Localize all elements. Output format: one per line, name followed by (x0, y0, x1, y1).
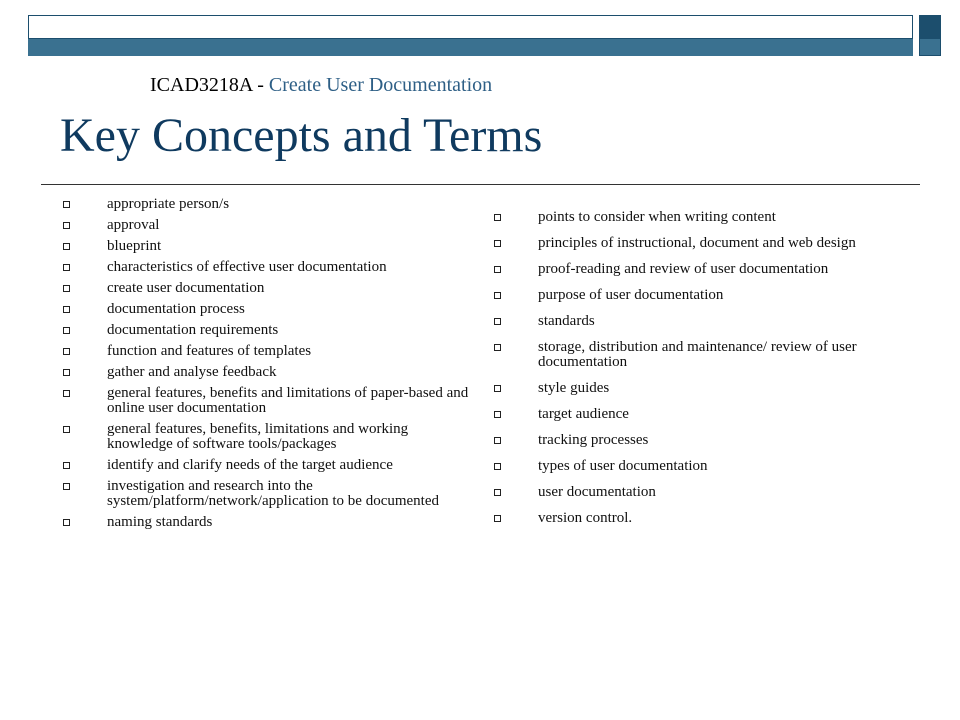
list-item-text: create user documentation (107, 280, 265, 296)
list-item-text: points to consider when writing content (538, 209, 776, 225)
list-item-text: tracking processes (538, 432, 649, 448)
list-item-text: standards (538, 313, 595, 329)
square-bullet-icon (494, 437, 501, 444)
list-item (107, 365, 472, 380)
list-item-text: naming standards (107, 514, 213, 530)
square-bullet-icon (63, 201, 70, 208)
list-item-text: version control. (538, 510, 633, 526)
list-item (538, 407, 918, 422)
list-item-text: storage, distribution and maintenance/ review of user documentation (538, 339, 857, 370)
square-bullet-icon (494, 214, 501, 221)
list-item-text: documentation requirements (107, 322, 279, 338)
unit-code: ICAD3218A (150, 74, 253, 96)
list-item (107, 458, 472, 473)
corner-square-dark (919, 15, 941, 39)
list-item-text: characteristics of effective user documentation (107, 259, 387, 275)
list-item-text: proof-reading and review of user documentation (538, 261, 829, 277)
square-bullet-icon (494, 515, 501, 522)
square-bullet-icon (494, 411, 501, 418)
list-item (538, 381, 918, 396)
square-bullet-icon (63, 519, 70, 526)
square-bullet-icon (494, 292, 501, 299)
list-item-text: purpose of user documentation (538, 287, 724, 303)
list-item (538, 511, 918, 526)
list-item-text: general features, benefits and limitations of paper-based and online user documentation (107, 385, 469, 416)
square-bullet-icon (63, 243, 70, 250)
list-item-text: style guides (538, 380, 610, 396)
square-bullet-icon (63, 426, 70, 433)
square-bullet-icon (494, 489, 501, 496)
top-bar-outline (28, 15, 913, 39)
square-bullet-icon (63, 462, 70, 469)
list-item (107, 344, 472, 359)
list-item (107, 260, 472, 275)
list-item-text: approval (107, 217, 160, 233)
left-term-list (107, 197, 472, 536)
list-item (107, 197, 472, 212)
list-item (107, 422, 472, 452)
slide-title: Key Concepts and Terms (60, 109, 543, 162)
list-item-text: blueprint (107, 238, 162, 254)
list-item-text: documentation process (107, 301, 245, 317)
unit-name: Create User Documentation (268, 74, 493, 96)
square-bullet-icon (63, 285, 70, 292)
list-item (538, 210, 918, 225)
list-item-text: user documentation (538, 484, 656, 500)
square-bullet-icon (63, 306, 70, 313)
list-item (107, 479, 472, 509)
square-bullet-icon (63, 264, 70, 271)
slide-subtitle (150, 74, 492, 97)
list-item (538, 236, 918, 251)
list-item (107, 302, 472, 317)
list-item (107, 515, 472, 530)
square-bullet-icon (63, 327, 70, 334)
list-item-text: identify and clarify needs of the target audience (107, 457, 393, 473)
right-term-list (538, 210, 918, 537)
title-divider (41, 184, 920, 185)
subtitle-separator: - (252, 74, 269, 96)
square-bullet-icon (494, 266, 501, 273)
list-item (538, 433, 918, 448)
top-bar-fill (28, 39, 913, 56)
square-bullet-icon (63, 483, 70, 490)
list-item (538, 314, 918, 329)
square-bullet-icon (494, 344, 501, 351)
list-item (538, 262, 918, 277)
list-item-text: target audience (538, 406, 629, 422)
list-item (107, 239, 472, 254)
list-item (107, 323, 472, 338)
list-item (107, 218, 472, 233)
list-item-text: appropriate person/s (107, 196, 230, 212)
list-item (107, 386, 472, 416)
square-bullet-icon (63, 348, 70, 355)
square-bullet-icon (494, 385, 501, 392)
list-item-text: gather and analyse feedback (107, 364, 277, 380)
list-item (538, 288, 918, 303)
list-item (107, 281, 472, 296)
list-item-text: types of user documentation (538, 458, 708, 474)
list-item (538, 340, 918, 370)
list-item-text: general features, benefits, limitations and working knowledge of software tools/packages (107, 421, 409, 452)
list-item (538, 485, 918, 500)
square-bullet-icon (63, 222, 70, 229)
square-bullet-icon (63, 369, 70, 376)
square-bullet-icon (494, 240, 501, 247)
list-item-text: investigation and research into the system/platform/network/application to be documented (107, 478, 439, 509)
square-bullet-icon (494, 463, 501, 470)
list-item-text: function and features of templates (107, 343, 312, 359)
square-bullet-icon (63, 390, 70, 397)
square-bullet-icon (494, 318, 501, 325)
list-item (538, 459, 918, 474)
list-item-text: principles of instructional, document and web design (538, 235, 856, 251)
